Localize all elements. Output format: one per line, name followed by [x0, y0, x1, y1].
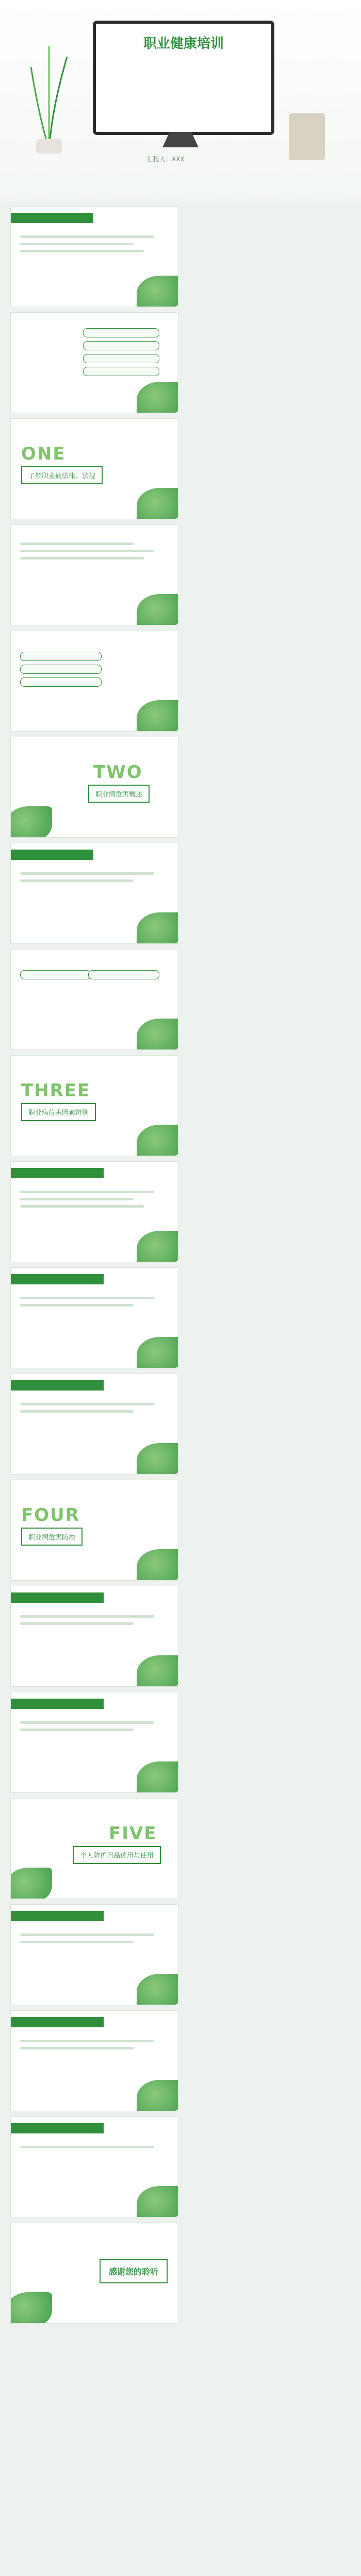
section-number: FIVE — [109, 1823, 157, 1844]
slide-thumbnail — [10, 524, 178, 625]
slide-thumbnail — [10, 1586, 178, 1687]
section-number: TWO — [93, 762, 143, 783]
slide-thumbnail — [10, 312, 178, 413]
section-number: FOUR — [21, 1505, 80, 1526]
slide-thumbnail — [10, 1161, 178, 1262]
section-divider-slide — [10, 418, 178, 519]
section-divider-slide — [10, 1480, 178, 1581]
slide-thumbnail — [10, 2116, 178, 2217]
pencil-cup-illustration — [289, 113, 325, 160]
plant-illustration — [21, 36, 77, 155]
closing-title: 感谢您的聆听 — [100, 2259, 168, 2283]
slide-thumbnail — [10, 2010, 178, 2111]
reporter-label: 汇报人：XXX — [147, 156, 185, 163]
section-title: 个人防护用品选用与使用 — [73, 1846, 161, 1864]
slide-thumbnail — [10, 1374, 178, 1475]
section-number: ONE — [21, 444, 66, 464]
section-title: 职业病危害因素辨别 — [21, 1103, 96, 1121]
section-divider-slide — [10, 1798, 178, 1899]
slide-thumbnail — [10, 1904, 178, 2005]
closing-slide — [10, 2223, 178, 2324]
title-slide — [0, 0, 361, 201]
section-divider-slide — [10, 1055, 178, 1156]
slide-thumbnail — [10, 949, 178, 1050]
slide-thumbnails — [10, 206, 351, 2329]
slide-thumbnail — [10, 1692, 178, 1793]
slide-thumbnail — [10, 631, 178, 732]
slide-thumbnail — [10, 843, 178, 944]
section-divider-slide — [10, 737, 178, 838]
slide-thumbnail — [10, 206, 178, 307]
section-title: 了解职业病法律、法规 — [21, 466, 103, 484]
section-title: 职业病危害防控 — [21, 1528, 83, 1546]
presentation-title: 职业健康培训 — [143, 36, 224, 52]
monitor-illustration — [93, 21, 274, 135]
section-title: 职业病危害概述 — [88, 785, 150, 803]
section-number: THREE — [21, 1080, 91, 1101]
slide-thumbnail — [10, 1267, 178, 1368]
